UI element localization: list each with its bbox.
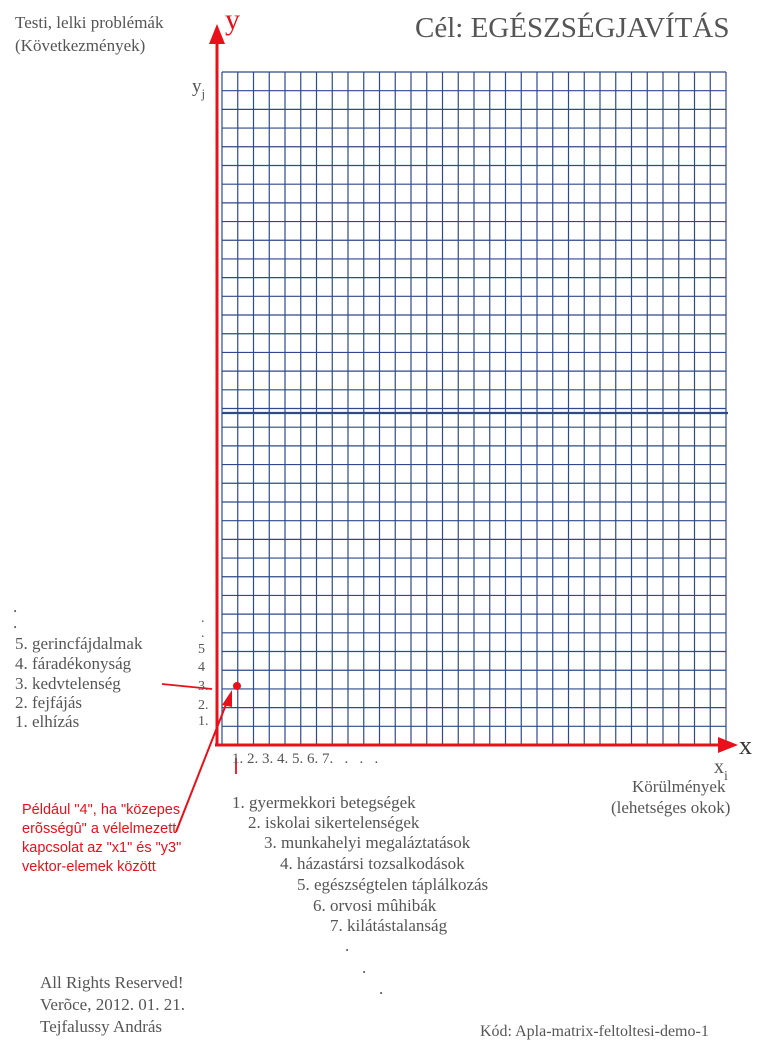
x-item-6: 6. orvosi mûhibák bbox=[313, 896, 437, 915]
y-tick-dot-2: . bbox=[201, 626, 205, 641]
footer-rights: All Rights Reserved! bbox=[40, 973, 184, 992]
x-index-label: $x_i$ bbox=[714, 756, 728, 784]
footer-place-date: Verõce, 2012. 01. 21. bbox=[40, 995, 185, 1014]
footer-code: Kód: Apla-matrix-feltoltesi-demo-1 bbox=[480, 1023, 709, 1040]
y-tick-4: 4 bbox=[198, 660, 205, 675]
x-item-5: 5. egészségtelen táplálkozás bbox=[297, 875, 489, 894]
y-item-3: 3. kedvtelenség bbox=[15, 674, 121, 693]
y-item-4: 4. fáradékonyság bbox=[15, 654, 132, 673]
y-axis-arrowhead bbox=[209, 24, 225, 44]
example-cell-marker bbox=[233, 682, 241, 690]
y-tick-5: 5 bbox=[198, 642, 205, 657]
x-axis-caption-line1: Körülmények bbox=[632, 777, 726, 796]
footer-author: Tejfalussy András bbox=[40, 1017, 163, 1036]
x-axis-caption-line2: (lehetséges okok) bbox=[611, 798, 731, 817]
page-title: Cél: EGÉSZSÉGJAVÍTÁS bbox=[415, 12, 730, 44]
y-item-5: 5. gerincfájdalmak bbox=[15, 634, 143, 653]
x-tick-labels: 1. 2. 3. 4. 5. 6. 7. . . . bbox=[232, 751, 379, 767]
matrix-grid bbox=[222, 72, 726, 745]
y-items-ellipsis-top: . bbox=[13, 597, 18, 616]
y-items-ellipsis-bottom: . bbox=[13, 613, 18, 632]
x-item-7: 7. kilátástalanság bbox=[330, 916, 448, 935]
x-item-1: 1. gyermekkori betegségek bbox=[232, 793, 416, 812]
example-text-line2: erõsségû" a vélelmezett bbox=[22, 821, 177, 837]
x-items-dot-2: . bbox=[362, 958, 367, 977]
y-item-1: 1. elhízás bbox=[15, 712, 80, 731]
example-pointer-arrowhead bbox=[222, 690, 232, 707]
x-axis-letter: x bbox=[739, 731, 752, 760]
y-tick-dot-1: . bbox=[201, 611, 205, 626]
y-tick-3: 3. bbox=[198, 679, 209, 694]
y-axis-letter: y bbox=[225, 3, 240, 36]
x-axis-arrowhead bbox=[718, 737, 738, 753]
y-item-2: 2. fejfájás bbox=[15, 693, 83, 712]
y-tick-2: 2. bbox=[198, 698, 209, 713]
x-items-dot-1: . bbox=[345, 936, 350, 955]
x-item-3: 3. munkahelyi megaláztatások bbox=[264, 833, 471, 852]
example-text-line4: vektor-elemek között bbox=[22, 859, 156, 875]
x-items-dot-3: . bbox=[379, 979, 384, 998]
x-item-4: 4. házastársi tozsalkodások bbox=[280, 854, 465, 873]
y-axis-caption-line2: (Következmények) bbox=[15, 36, 146, 55]
example-text-line3: kapcsolat az "x1" és "y3" bbox=[22, 840, 182, 856]
example-text-line1: Például "4", ha "közepes bbox=[22, 802, 181, 818]
x-item-2: 2. iskolai sikertelenségek bbox=[248, 813, 420, 832]
y-index-label: $y_j$ bbox=[192, 76, 206, 101]
y-tick-1: 1. bbox=[198, 714, 209, 729]
y-axis-caption-line1: Testi, lelki problémák bbox=[15, 13, 164, 32]
